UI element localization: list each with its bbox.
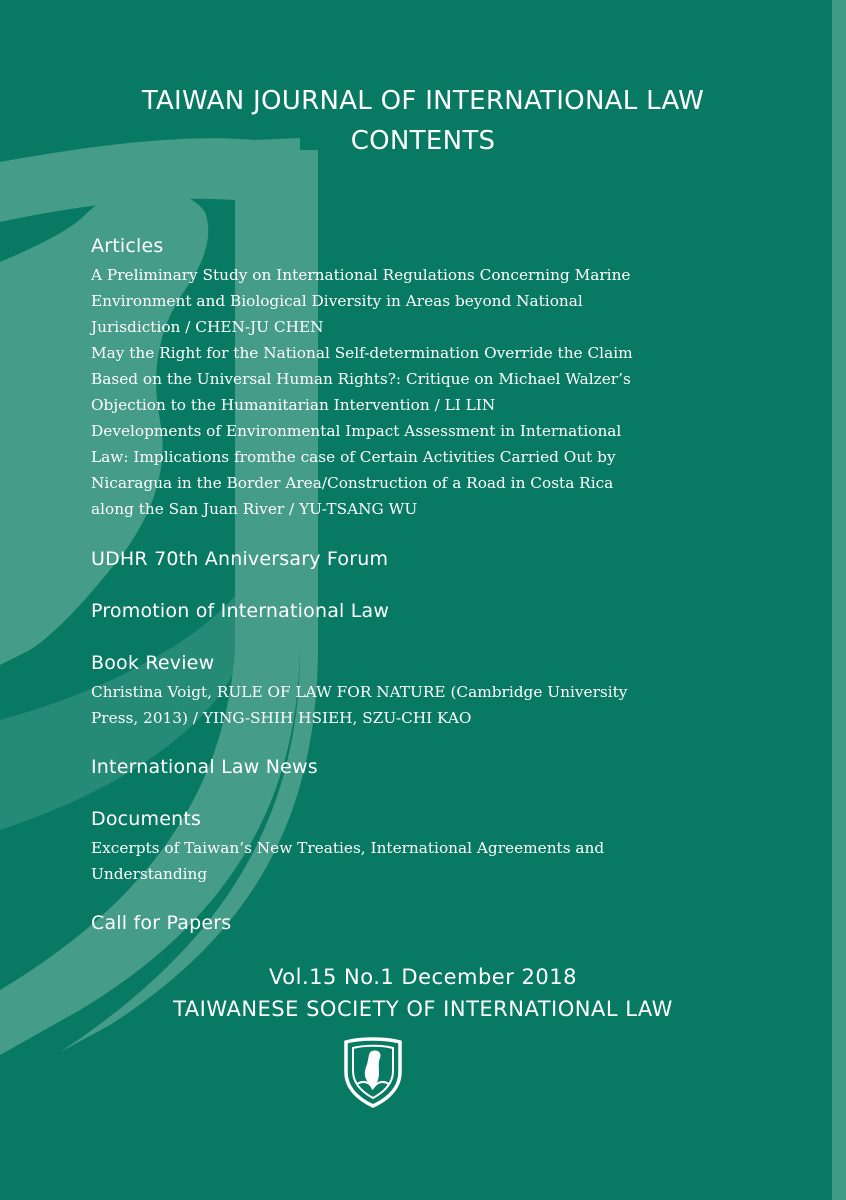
article-line: Jurisdiction / CHEN-JU CHEN xyxy=(91,318,324,336)
article-line: Law: Implications fromthe case of Certain Activities Carried Out by xyxy=(91,448,616,466)
book-review-line: Christina Voigt, RULE OF LAW FOR NATURE (Cambridge University xyxy=(91,683,628,701)
documents-heading: Documents xyxy=(91,808,202,830)
book-review-line: Press, 2013) / YING-SHIH HSIEH, SZU-CHI KAO xyxy=(91,709,472,727)
article-line: May the Right for the National Self-determination Override the Claim xyxy=(91,344,633,362)
article-line: Developments of Environmental Impact Assessment in International xyxy=(91,422,622,440)
article-line: Nicaragua in the Border Area/Construction of a Road in Costa Rica xyxy=(91,474,614,492)
call-for-papers-heading: Call for Papers xyxy=(91,912,232,934)
article-line: A Preliminary Study on International Regulations Concerning Marine xyxy=(91,266,631,284)
news-heading: International Law News xyxy=(91,756,318,778)
book-review-heading: Book Review xyxy=(91,652,215,674)
society-line: TAIWANESE SOCIETY OF INTERNATIONAL LAW xyxy=(173,997,673,1021)
article-line: Objection to the Humanitarian Intervention / LI LIN xyxy=(91,396,496,414)
articles-heading: Articles xyxy=(91,235,164,257)
article-line: along the San Juan River / YU-TSANG WU xyxy=(91,500,418,518)
promotion-heading: Promotion of International Law xyxy=(91,600,390,622)
journal-title: TAIWAN JOURNAL OF INTERNATIONAL LAW xyxy=(141,86,705,116)
documents-line: Excerpts of Taiwan’s New Treaties, International Agreements and xyxy=(91,839,605,857)
contents-label: CONTENTS xyxy=(350,126,496,156)
article-line: Environment and Biological Diversity in Areas beyond National xyxy=(91,292,583,310)
documents-line: Understanding xyxy=(91,865,208,883)
article-line: Based on the Universal Human Rights?: Critique on Michael Walzer’s xyxy=(91,370,631,388)
issue-line: Vol.15 No.1 December 2018 xyxy=(269,965,577,989)
udhr-heading: UDHR 70th Anniversary Forum xyxy=(91,548,389,570)
society-emblem-icon xyxy=(342,1036,404,1108)
